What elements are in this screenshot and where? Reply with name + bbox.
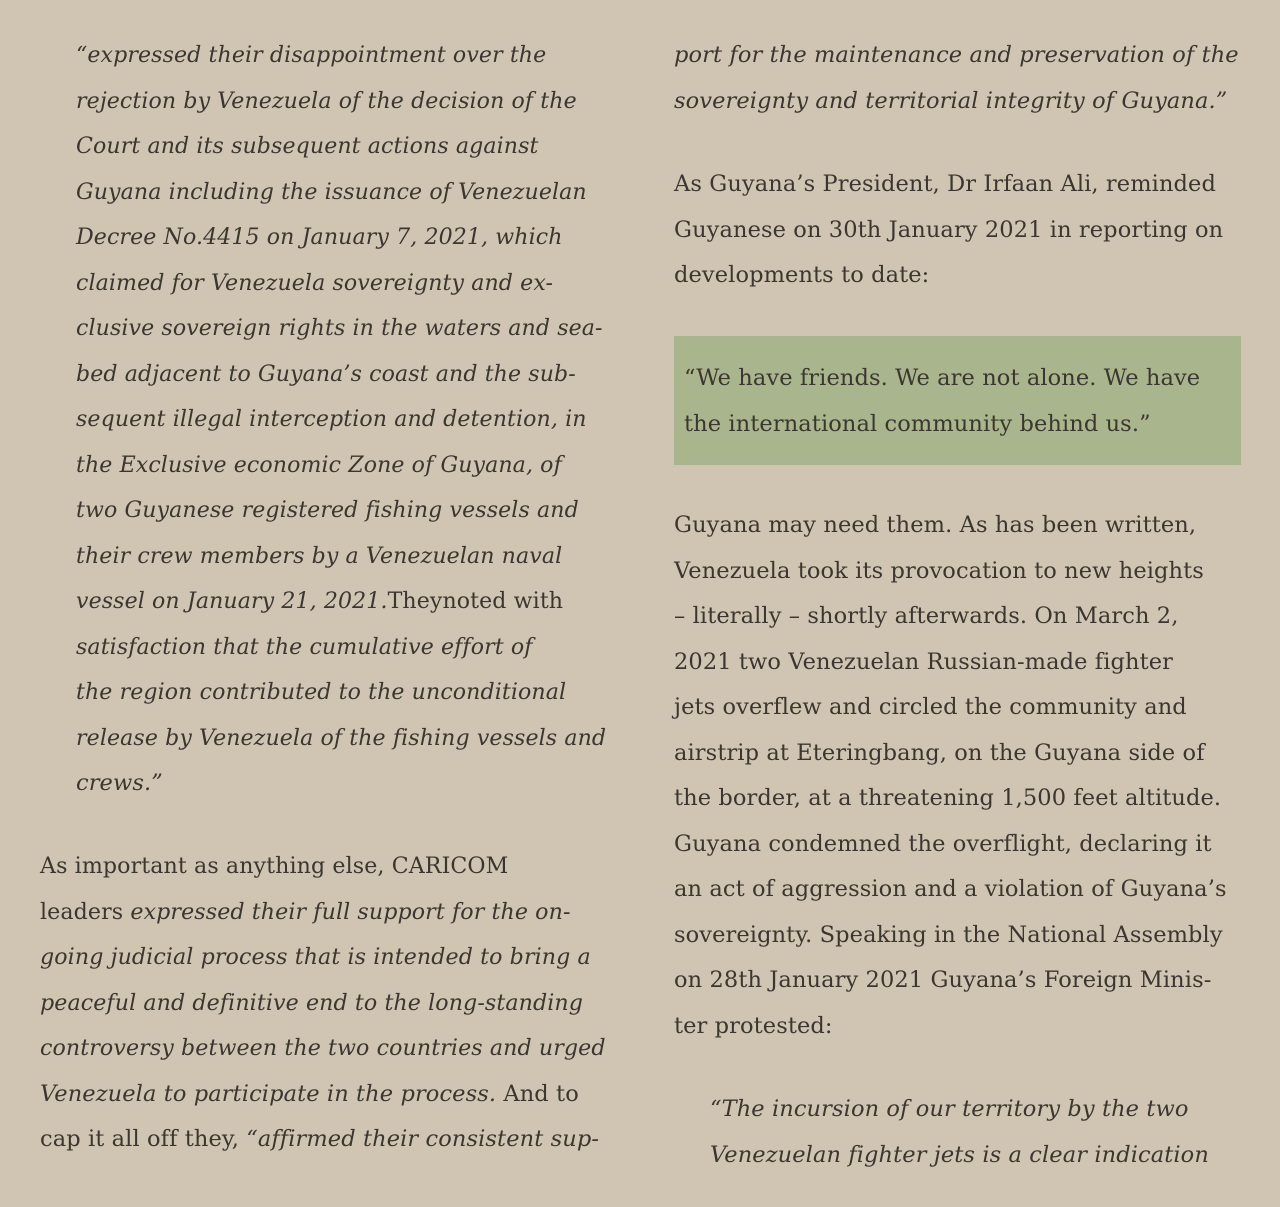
italic-fragment: Venezuela to participate in the process. <box>40 1080 497 1107</box>
caricom-quote-continuation <box>674 33 1239 124</box>
quote-line: the Exclusive economic Zone of Guyana, of <box>76 452 562 478</box>
roman-fragment: cap it all off they, <box>40 1126 247 1152</box>
roman-fragment: And to <box>496 1080 579 1107</box>
president-paragraph <box>674 162 1223 299</box>
quote-line: Court and its subsequent actions against <box>76 134 539 159</box>
paragraph-line: Guyana may need them. As has been written, <box>674 512 1197 538</box>
paragraph-line: peaceful and definitive end to the long-standing <box>40 989 584 1016</box>
paragraph-line: 2021 two Venezuelan Russian-made fighter <box>674 648 1174 675</box>
italic-fragment: expressed their full support for the on- <box>130 898 571 925</box>
quote-line: release by Venezuela of the fishing vessels and <box>76 725 607 751</box>
quote-line: bed adjacent to Guyana’s coast and the sub- <box>76 361 576 387</box>
paragraph-line-mixed <box>40 890 606 936</box>
paragraph-line: developments to date: <box>674 262 930 288</box>
quote-line: the region contributed to the unconditional <box>76 680 567 705</box>
paragraph-line-mixed <box>40 1072 606 1118</box>
overflight-paragraph <box>674 503 1227 1049</box>
paragraph-line: port for the maintenance and preservation of the <box>674 42 1239 68</box>
paragraph-line: Venezuela took its provocation to new heights <box>674 557 1204 584</box>
quote-line: rejection by Venezuela of the decision of the <box>76 88 577 114</box>
paragraph-line: Guyana condemned the overflight, declaring it <box>674 830 1212 857</box>
quote-line: Guyana including the issuance of Venezuelan <box>76 179 587 205</box>
highlighted-quote-line: “We have friends. We are not alone. We have <box>684 365 1201 391</box>
highlighted-quote-text <box>684 356 1200 447</box>
quote-line: Decree No.4415 on January 7, 2021, which <box>76 225 563 250</box>
quote-line: “The incursion of our territory by the two <box>710 1096 1189 1122</box>
caricom-block-quote <box>76 33 606 807</box>
highlighted-quote-box <box>674 336 1241 465</box>
quote-roman-fragment: Theynoted with <box>387 589 564 614</box>
paragraph-line: sovereignty. Speaking in the National Assembly <box>674 921 1223 948</box>
paragraph-line: – literally – shortly afterwards. On March 2, <box>674 603 1179 629</box>
paragraph-line: on 28th January 2021 Guyana’s Foreign Minis- <box>674 967 1212 993</box>
paragraph-line: sovereignty and territorial integrity of Guyana.” <box>674 87 1228 114</box>
quote-line: two Guyanese registered fishing vessels and <box>76 498 579 523</box>
quote-line-mixed <box>76 579 606 625</box>
quote-line: crews.” <box>76 770 163 796</box>
quote-date-italic: vessel on January 21, 2021. <box>76 589 388 614</box>
roman-fragment: leaders <box>40 898 131 925</box>
quote-line: their crew members by a Venezuelan naval <box>76 543 563 569</box>
quote-line: claimed for Venezuela sovereignty and ex- <box>76 270 554 296</box>
paragraph-line: an act of aggression and a violation of Guyana’s <box>674 876 1227 902</box>
paragraph-line: the border, at a threatening 1,500 feet altitude. <box>674 785 1222 811</box>
paragraph-line: As Guyana’s President, Dr Irfaan Ali, reminded <box>674 171 1216 197</box>
paragraph-line: ter protested: <box>674 1012 833 1039</box>
quote-line: clusive sovereign rights in the waters and sea- <box>76 316 603 341</box>
highlighted-quote-line: the international community behind us.” <box>684 410 1151 437</box>
paragraph-line: controversy between the two countries and urged <box>40 1035 606 1061</box>
paragraph-line: As important as anything else, CARICOM <box>40 853 509 879</box>
paragraph-line: Guyanese on 30th January 2021 in reporting on <box>674 216 1224 243</box>
paragraph-line-mixed <box>40 1117 606 1163</box>
paragraph-line: jets overflew and circled the community and <box>674 694 1187 720</box>
quote-line: “expressed their disappointment over the <box>76 43 547 68</box>
caricom-support-paragraph <box>40 844 606 1163</box>
quote-line: satisfaction that the cumulative effort of <box>76 634 533 660</box>
paragraph-line: going judicial process that is intended to bring a <box>40 944 591 970</box>
quote-line: sequent illegal interception and detention, in <box>76 407 587 432</box>
foreign-minister-quote <box>710 1087 1209 1178</box>
quote-line: Venezuelan fighter jets is a clear indication <box>710 1141 1209 1168</box>
paragraph-line: airstrip at Eteringbang, on the Guyana side of <box>674 739 1205 766</box>
italic-fragment: “affirmed their consistent sup- <box>246 1126 600 1152</box>
